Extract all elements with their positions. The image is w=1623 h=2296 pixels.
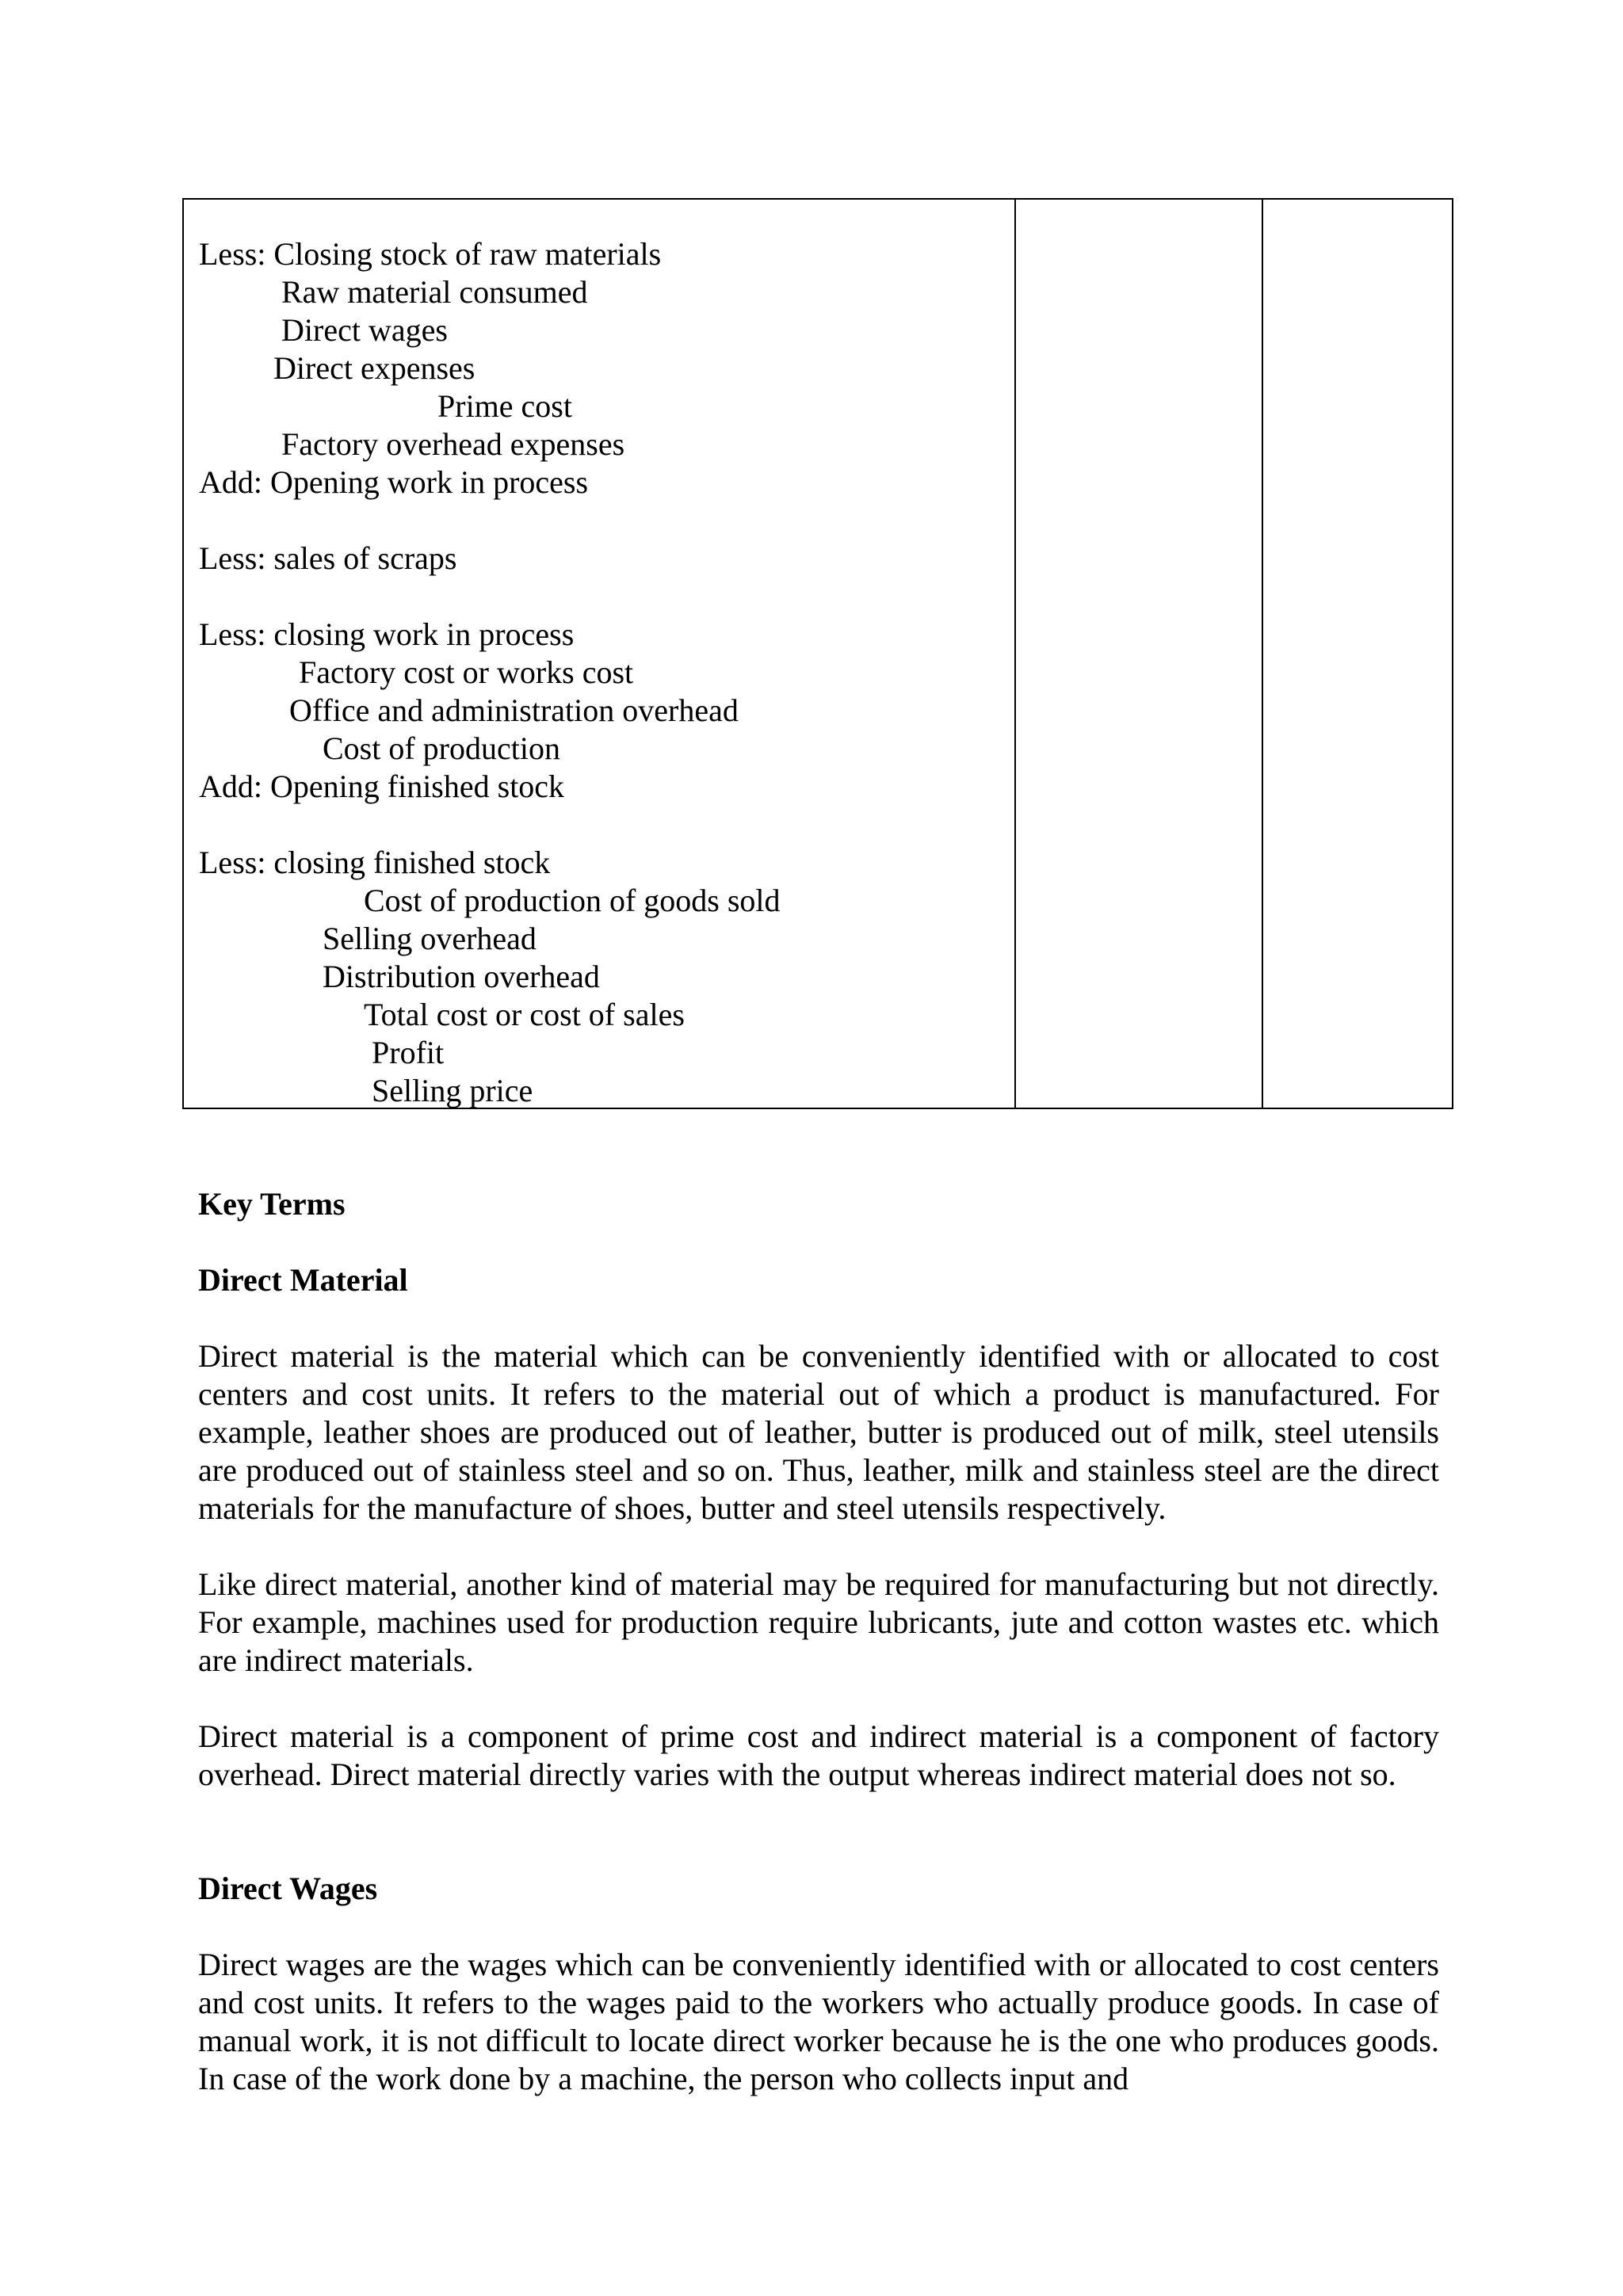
cost-line: Factory overhead expenses: [281, 426, 625, 462]
cost-line: Profit: [372, 1035, 445, 1070]
key-terms-heading: Key Terms: [198, 1186, 346, 1222]
cost-line: Add: Opening work in process: [199, 464, 589, 500]
table-column-divider: [1014, 200, 1016, 1108]
cost-line: Direct expenses: [273, 350, 475, 386]
direct-wages-heading: Direct Wages: [198, 1871, 378, 1906]
cost-line: Less: Closing stock of raw materials: [199, 236, 662, 272]
cost-line: Factory cost or works cost: [299, 654, 634, 690]
cost-line: Cost of production of goods sold: [364, 883, 781, 918]
cost-line: Less: sales of scraps: [199, 540, 457, 576]
cost-line: Selling price: [372, 1073, 533, 1108]
cost-sheet-table: [182, 198, 1453, 1109]
cost-line: Prime cost: [437, 388, 572, 424]
cost-line: Less: closing work in process: [199, 616, 575, 652]
cost-line: Less: closing finished stock: [199, 845, 551, 880]
cost-line: Total cost or cost of sales: [364, 997, 685, 1032]
direct-material-heading: Direct Material: [198, 1262, 408, 1298]
material-cost-component-paragraph: Direct material is a component of prime cost and indirect material is a component of factory overhead. Direct material directly varies with the output whereas indirect material does not so.: [198, 1718, 1439, 1792]
table-column-divider: [1262, 200, 1263, 1108]
cost-line: Cost of production: [323, 730, 560, 766]
direct-material-paragraph: Direct material is the material which can be conveniently identified with or allocated to cost centers and cost units. It refers to the material out of which a product is manufactured. For example, leather shoes are produced out of leather, butter is produced out of milk, steel utensils are produced out of stainless steel and so on. Thus, leather, milk and stainless steel are the direct materials for the manufacture of shoes, butter and steel utensils respectively.: [198, 1338, 1439, 1526]
direct-wages-paragraph: Direct wages are the wages which can be conveniently identified with or allocated to cost centers and cost units. It refers to the wages paid to the workers who actually produce goods. In case of manual work, it is not difficult to locate direct worker because he is the one who produces goods. In case of the work done by a machine, the person who collects input and: [198, 1947, 1439, 2096]
cost-line: Selling overhead: [323, 921, 537, 956]
cost-line: Raw material consumed: [281, 274, 588, 310]
cost-line: Distribution overhead: [323, 959, 600, 994]
cost-line: Direct wages: [281, 312, 448, 348]
cost-line: Office and administration overhead: [289, 692, 739, 728]
cost-line: Add: Opening finished stock: [199, 769, 565, 804]
indirect-material-paragraph: Like direct material, another kind of material may be required for manufacturing but not directly. For example, machines used for production require lubricants, jute and cotton wastes etc. which are indirect materials.: [198, 1566, 1439, 1678]
